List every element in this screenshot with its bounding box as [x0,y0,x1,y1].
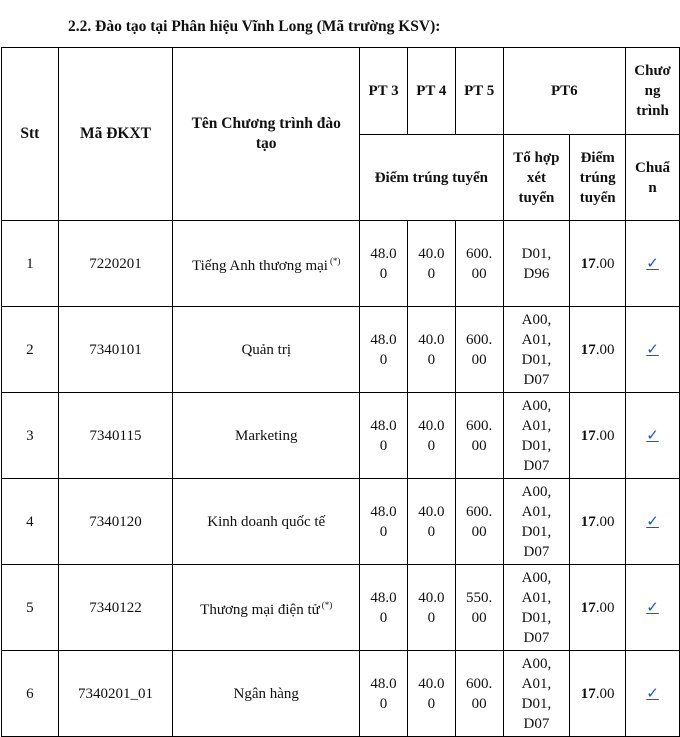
table-row [2,651,680,737]
cell-pt3-line: 48.0 [370,417,397,434]
cell-pt3-line: 0 [379,609,388,626]
cell-to-hop-line: A01, [521,675,552,692]
cell-pt4-line: 40.0 [418,503,445,520]
score-decimal: .00 [595,341,615,358]
cell-to-hop [503,479,570,565]
score-integer: 17 [580,427,596,444]
cell-pt3-line: 0 [379,523,388,540]
cell-chuan [626,565,680,651]
program-name: Tiếng Anh thương mại [192,258,328,274]
cell-ma-dkxt: 7340122 [58,565,173,651]
cell-ten-chuong-trinh [173,221,360,307]
cell-diem-pt6 [570,221,626,307]
cell-pt3-line: 48.0 [370,245,397,262]
cell-ten-chuong-trinh [173,565,360,651]
cell-pt4-line: 40.0 [418,331,445,348]
cell-ma-dkxt: 7340120 [58,479,173,565]
cell-to-hop-line: A00, [521,655,552,672]
header-diem [570,135,626,221]
cell-pt3 [360,651,408,737]
cell-pt3-line: 0 [379,351,388,368]
cell-chuan [626,307,680,393]
table-row [2,307,680,393]
cell-to-hop [503,651,570,737]
cell-diem-pt6 [570,393,626,479]
cell-pt3 [360,393,408,479]
score-integer: 17 [580,685,596,702]
cell-stt: 6 [2,651,59,737]
cell-to-hop-line: D01, [521,609,552,626]
cell-to-hop [503,565,570,651]
score-decimal: .00 [595,255,615,272]
header-to-hop-line: Tổ hợp [513,149,560,166]
cell-pt3 [360,479,408,565]
table-row [2,565,680,651]
cell-pt4-line: 40.0 [418,417,445,434]
cell-pt5-line: 600. [466,245,493,262]
cell-to-hop [503,393,570,479]
cell-stt: 2 [2,307,59,393]
table-row [2,479,680,565]
header-to-hop-line: tuyển [518,189,555,206]
cell-to-hop-line: D01, [521,695,552,712]
cell-pt4-line: 40.0 [418,589,445,606]
cell-to-hop-line: D01, [521,523,552,540]
section-heading: 2.2. Đào tạo tại Phân hiệu Vĩnh Long (Mã trường KSV): [68,18,441,35]
cell-chuan [626,393,680,479]
cell-to-hop-line: A01, [521,417,552,434]
cell-to-hop-line: D07 [523,543,550,560]
header-ten-line2: tạo [255,135,277,152]
cell-diem-pt6 [570,565,626,651]
score-decimal: .00 [595,427,615,444]
cell-chuan [626,479,680,565]
cell-pt5-line: 00 [471,351,487,368]
header-chuong-line: Chươ [634,63,671,79]
cell-to-hop-line: D07 [523,371,550,388]
header-pt3: PT 3 [360,48,408,135]
cell-pt3-line: 48.0 [370,675,397,692]
cell-pt5 [455,393,503,479]
cell-chuan [626,651,680,737]
cell-ma-dkxt: 7340101 [58,307,173,393]
cell-ma-dkxt: 7340201_01 [58,651,173,737]
cell-to-hop [503,307,570,393]
cell-pt5-line: 00 [471,609,487,626]
cell-pt4-line: 0 [427,265,436,282]
cell-pt5 [455,479,503,565]
cell-pt5-line: 00 [471,523,487,540]
cell-pt5-line: 600. [466,675,493,692]
header-ma-dkxt: Mã ĐKXT [58,48,173,221]
header-chuan-line: Chuẩ [635,159,671,176]
cell-to-hop-line: D96 [523,265,550,282]
cell-to-hop-line: A00, [521,483,552,500]
cell-to-hop-line: D01, [521,245,552,262]
cell-to-hop-line: A00, [521,397,552,414]
cell-to-hop-line: A01, [521,503,552,520]
cell-to-hop-line: A01, [521,589,552,606]
cell-ten-chuong-trinh [173,393,360,479]
cell-pt5 [455,565,503,651]
cell-pt5 [455,221,503,307]
cell-pt3-line: 48.0 [370,589,397,606]
cell-pt4-line: 40.0 [418,245,445,262]
cell-stt: 3 [2,393,59,479]
cell-ten-chuong-trinh [173,651,360,737]
cell-stt: 5 [2,565,59,651]
cell-to-hop-line: D07 [523,457,550,474]
cell-to-hop-line: D01, [521,437,552,454]
cell-pt4-line: 40.0 [418,675,445,692]
header-chuan [626,135,680,221]
cell-pt5 [455,651,503,737]
cell-pt5-line: 600. [466,331,493,348]
header-pt5: PT 5 [455,48,503,135]
cell-diem-pt6 [570,307,626,393]
header-chuan-line: n [648,179,657,196]
check-link-icon[interactable]: ✓ [646,340,659,358]
header-pt6: PT6 [503,48,626,135]
cell-to-hop-line: D07 [523,629,550,646]
cell-ma-dkxt: 7220201 [58,221,173,307]
program-name: Kinh doanh quốc tế [207,513,326,530]
cell-pt5 [455,307,503,393]
cell-pt4 [407,651,455,737]
cell-ten-chuong-trinh [173,307,360,393]
score-integer: 17 [580,255,596,272]
check-link-icon[interactable]: ✓ [646,254,659,272]
header-ten-line1: Tên Chương trình đào [191,115,341,132]
cell-pt4-line: 0 [427,695,436,712]
header-diem-line: tuyển [579,189,616,206]
cell-pt5-line: 00 [471,437,487,454]
cell-diem-pt6 [570,651,626,737]
program-name: Thương mại điện tử [200,602,320,618]
cell-pt3 [360,565,408,651]
cell-diem-pt6 [570,479,626,565]
score-integer: 17 [580,341,596,358]
score-integer: 17 [580,599,596,616]
cell-to-hop-line: A00, [521,311,552,328]
cell-pt3 [360,221,408,307]
cell-pt3-line: 48.0 [370,503,397,520]
cell-stt: 1 [2,221,59,307]
header-chuong-line: trình [636,103,669,119]
header-diem-trung-tuyen: Điểm trúng tuyển [360,135,503,221]
cell-to-hop-line: A00, [521,569,552,586]
cell-pt4-line: 0 [427,351,436,368]
program-name: Ngân hàng [233,685,299,702]
score-decimal: .00 [595,599,615,616]
cell-to-hop-line: D01, [521,351,552,368]
program-name: Marketing [234,427,298,444]
check-link-icon[interactable]: ✓ [646,598,659,616]
cell-pt4 [407,565,455,651]
table-row [2,221,680,307]
cell-pt3-line: 48.0 [370,331,397,348]
header-ten-chuong-trinh [173,48,360,221]
cell-pt4-line: 0 [427,523,436,540]
program-name: Quản trị [241,341,292,358]
score-decimal: .00 [595,513,615,530]
header-stt: Stt [2,48,59,221]
header-diem-line: Điểm [580,149,615,166]
cell-to-hop [503,221,570,307]
header-pt4: PT 4 [407,48,455,135]
table-row [2,393,680,479]
cell-pt5-line: 00 [471,265,487,282]
cell-pt5-line: 550. [466,589,493,606]
cell-stt: 4 [2,479,59,565]
check-link-icon[interactable]: ✓ [646,512,659,530]
cell-pt5-line: 600. [466,503,493,520]
header-chuong-trinh [626,48,680,135]
cell-pt4-line: 0 [427,437,436,454]
check-link-icon[interactable]: ✓ [646,684,659,702]
header-to-hop-line: xét [526,169,546,186]
check-link-icon[interactable]: ✓ [646,426,659,444]
cell-pt4 [407,221,455,307]
cell-pt4 [407,479,455,565]
cell-pt3-line: 0 [379,437,388,454]
score-decimal: .00 [595,685,615,702]
cell-pt4 [407,307,455,393]
score-integer: 17 [580,513,596,530]
cell-pt4-line: 0 [427,609,436,626]
cell-pt3 [360,307,408,393]
cell-ten-chuong-trinh [173,479,360,565]
cell-to-hop-line: D07 [523,715,550,732]
cell-pt4 [407,393,455,479]
cell-to-hop-line: A01, [521,331,552,348]
cell-ma-dkxt: 7340115 [58,393,173,479]
program-note-mark: (*) [329,256,341,266]
cell-pt3-line: 0 [379,265,388,282]
cell-chuan [626,221,680,307]
admission-table [1,47,680,737]
header-chuong-line: ng [644,83,661,99]
header-diem-line: trúng [579,169,616,186]
cell-pt5-line: 00 [471,695,487,712]
cell-pt3-line: 0 [379,695,388,712]
cell-pt5-line: 600. [466,417,493,434]
program-note-mark: (*) [321,600,333,610]
header-to-hop [503,135,570,221]
